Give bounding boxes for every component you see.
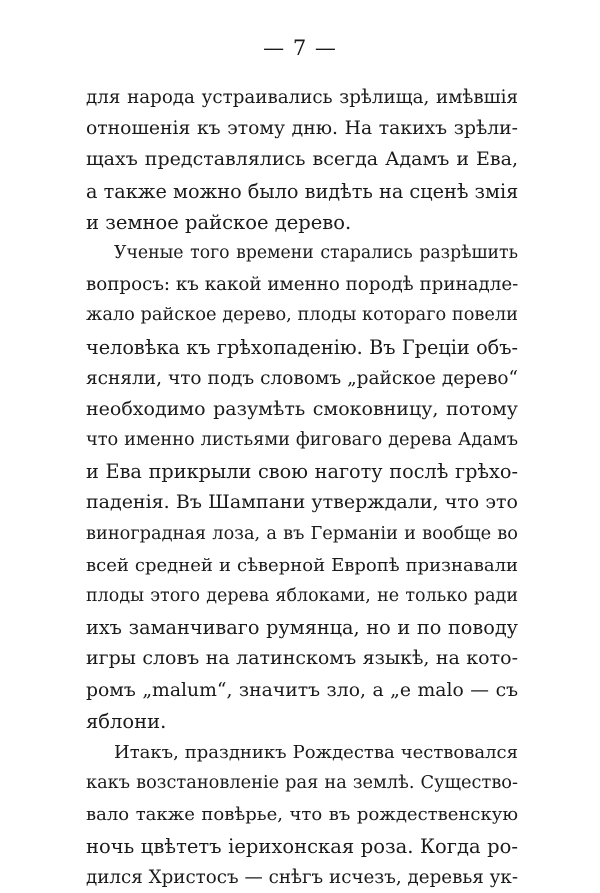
text-line: жало райское дерево, плоды котораго повели [86,305,518,326]
text-line: ночь цвѣтетъ іерихонская роза. Когда ро- [86,834,518,858]
text-line: ясняли, что подъ словомъ „райское дерево“ [86,367,518,389]
text-line: ихъ заманчиваго румянца, но и по поводу [86,616,518,640]
text-line: паденія. Въ Шампани утверждали, что это [86,491,518,514]
text-line: отношенія къ этому дню. На такихъ зрѣли- [86,118,518,140]
text-line: человѣка къ грѣхопаденію. Въ Греціи объ- [86,335,518,359]
text-line: а также можно было видѣть на сценѣ змія [86,179,519,203]
text-line: ромъ „malum“, значитъ зло, а „e malo — съ [86,679,518,701]
body-text [86,82,518,893]
text-line: щахъ представлялись всегда Адамъ и Ева, [86,148,518,171]
text-line: виноградная лоза, а въ Германіи и вообще во [86,523,518,544]
text-line: необходимо разумѣть смоковницу, потому [86,397,518,420]
text-line: яблони. [86,709,167,733]
text-line: Ученые того времени старались разрѣшить [114,242,518,263]
text-line: игры словъ на латинскомъ языкѣ, на кото- [86,647,518,670]
paragraph-2 [86,238,518,737]
text-line: вопросъ: къ какой именно породѣ принадле- [86,274,519,296]
text-line: что именно листьями фиговаго дерева Адамъ [86,430,518,451]
text-line: и земное райское дерево. [86,210,352,234]
text-line: дился Христосъ — снѣгъ исчезъ, деревья ук- [86,866,518,888]
text-line: вало также повѣрье, что въ рождественскую [86,804,518,826]
text-line: для народа устраивались зрѣлища, имѣвшія [86,87,518,108]
text-line: и Ева прикрыли свою наготу послѣ грѣхо- [86,460,518,484]
page-number: — 7 — [263,36,337,60]
paragraph-1 [86,82,518,238]
text-line: какъ возстановленіе рая на землѣ. Существо- [86,773,518,794]
text-line: Итакъ, праздникъ Рождества чествовался [114,741,518,763]
paragraph-3 [86,737,518,893]
text-line: плоды этого дерева яблоками, не только ради [86,586,518,606]
text-line: всей средней и сѣверной Европѣ признавали [86,554,518,576]
